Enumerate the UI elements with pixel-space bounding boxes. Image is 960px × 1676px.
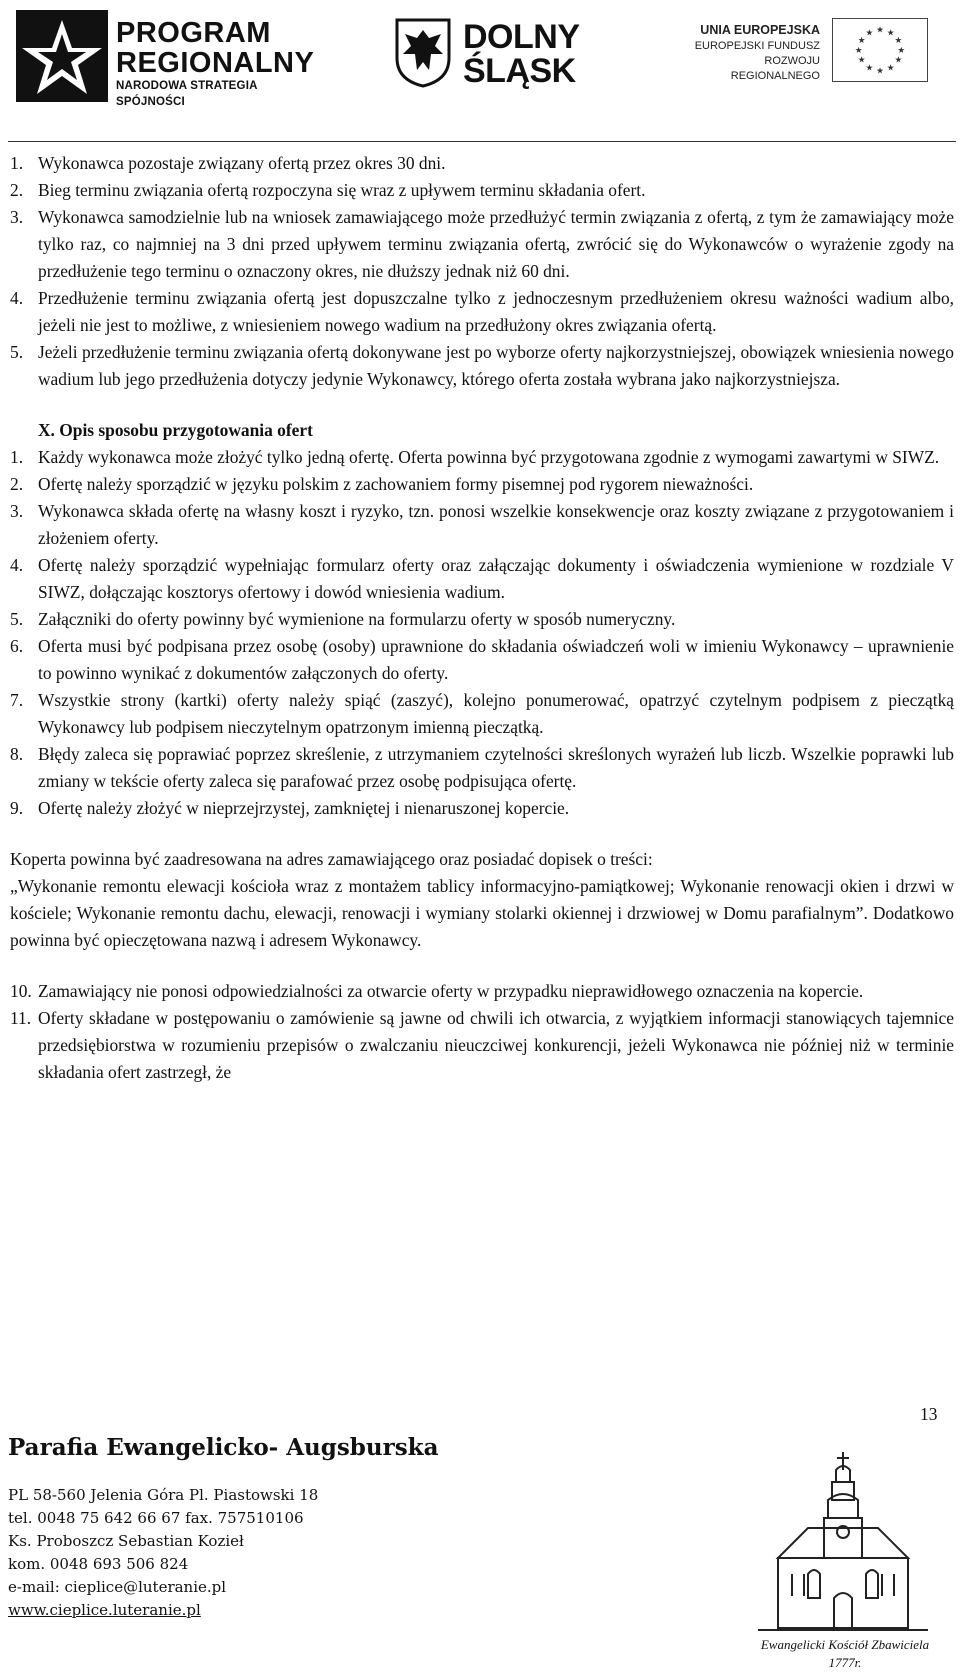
website-link[interactable]: www.cieplice.luteranie.pl bbox=[8, 1601, 201, 1619]
list-item-number: 5. bbox=[10, 609, 24, 629]
list-item bbox=[10, 339, 954, 393]
list-item-text: Jeżeli przedłużenie terminu związania ofertą dokonywane jest po wyborze oferty najkorzystniejszej, obowiązek wniesienia nowego wadium lub jego przedłużenia dotyczy jedynie Wykonawcy, którego oferta została wybrana jako najkorzystniejsza. bbox=[38, 342, 954, 389]
eu-fund-2: ROZWOJU REGIONALNEGO bbox=[730, 55, 820, 82]
eu-fund-1: EUROPEJSKI FUNDUSZ bbox=[694, 40, 820, 52]
list-item bbox=[10, 177, 954, 204]
svg-text:★: ★ bbox=[876, 25, 884, 36]
list-item-number: 4. bbox=[10, 555, 24, 575]
program-regionalny-text bbox=[116, 18, 316, 110]
phone-line: tel. 0048 75 642 66 67 fax. 757510106 bbox=[8, 1509, 304, 1527]
list-item-number: 1. bbox=[10, 447, 24, 467]
header-divider bbox=[8, 141, 956, 142]
list-item-text: Wszystkie strony (kartki) oferty należy spiąć (zaszyć), kolejno ponumerować, opatrzyć czytelnym podpisem z pieczątką Wykonawcy lub podpisem nieczytelnym opatrzonym imienną pieczątką. bbox=[38, 690, 954, 737]
envelope-intro-paragraph: Koperta powinna być zaadresowana na adres zamawiającego oraz posiadać dopisek o treści: bbox=[10, 849, 653, 869]
page-number: 13 bbox=[920, 1404, 938, 1424]
list-item-number: 4. bbox=[10, 288, 24, 308]
list-item-text: Wykonawca składa ofertę na własny koszt i ryzyko, tzn. ponosi wszelkie konsekwencje oraz koszty związane z przygotowaniem i złożeniem oferty. bbox=[38, 501, 954, 548]
document-body bbox=[10, 150, 954, 1086]
program-title-1: PROGRAM bbox=[116, 17, 271, 49]
mobile-line: kom. 0048 693 506 824 bbox=[8, 1555, 189, 1573]
church-illustration-icon bbox=[748, 1448, 938, 1638]
parish-contact bbox=[8, 1484, 318, 1622]
svg-text:★: ★ bbox=[854, 45, 863, 56]
list-item-text: Przedłużenie terminu związania ofertą jest dopuszczalne tylko z jednoczesnym przedłużeniem okresu ważności wadium albo, jeżeli nie jest to możliwe, z wniesieniem nowego wadium na przedłużony okres związania ofertą. bbox=[38, 288, 954, 335]
page-header bbox=[0, 0, 960, 142]
svg-text:★: ★ bbox=[894, 36, 903, 47]
list-item bbox=[10, 795, 954, 822]
eu-text bbox=[690, 22, 820, 84]
offer-binding-list bbox=[10, 150, 954, 393]
church-caption bbox=[740, 1636, 950, 1672]
list-item bbox=[10, 471, 954, 498]
list-item bbox=[10, 687, 954, 741]
list-item-text: Wykonawca pozostaje związany ofertą przez okres 30 dni. bbox=[38, 153, 446, 173]
program-regionalny-star-icon bbox=[16, 10, 108, 102]
list-item-text: Bieg terminu związania ofertą rozpoczyna się wraz z upływem terminu składania ofert. bbox=[38, 180, 646, 200]
list-item-text: Zamawiający nie ponosi odpowiedzialności za otwarcie oferty w przypadku nieprawidłowego oznaczenia na kopercie. bbox=[38, 981, 864, 1001]
email-line: e-mail: cieplice@luteranie.pl bbox=[8, 1578, 227, 1596]
offer-preparation-list bbox=[10, 444, 954, 822]
program-regionalny-logo bbox=[16, 10, 316, 108]
list-item bbox=[10, 150, 954, 177]
eu-flag-icon bbox=[832, 18, 928, 82]
list-item bbox=[10, 444, 954, 471]
svg-text:★: ★ bbox=[894, 55, 903, 66]
list-item-number: 9. bbox=[10, 798, 24, 818]
section-heading: X. Opis sposobu przygotowania ofert bbox=[38, 420, 313, 440]
list-item bbox=[10, 285, 954, 339]
pastor-line: Ks. Proboszcz Sebastian Kozieł bbox=[8, 1532, 244, 1550]
region-name-2: ŚLĄSK bbox=[463, 52, 576, 90]
list-item bbox=[10, 498, 954, 552]
eu-logo bbox=[690, 22, 950, 82]
list-item-text: Oferta musi być podpisana przez osobę (osoby) uprawnione do składania oświadczeń woli w imieniu Wykonawcy – uprawnienie to powinno wynikać z dokumentów załączonych do oferty. bbox=[38, 636, 954, 683]
region-name-1: DOLNY bbox=[463, 18, 580, 56]
program-title-2: REGIONALNY bbox=[116, 47, 315, 79]
list-item-text: Ofertę należy złożyć w nieprzejrzystej, zamkniętej i nienaruszonej kopercie. bbox=[38, 798, 570, 818]
list-item-number: 6. bbox=[10, 636, 24, 656]
offer-continuation-list bbox=[10, 978, 954, 1086]
list-item-text: Błędy zaleca się poprawiać poprzez skreślenie, z utrzymaniem czytelności skreślonych wyrażeń lub liczb. Wszelkie poprawki lub zmiany w tekście oferty zaleca się parafować przez osobę podpisująca ofertę. bbox=[38, 744, 954, 791]
list-item-text: Każdy wykonawca może złożyć tylko jedną ofertę. Oferta powinna być przygotowana zgodnie z wymogami zawartymi w SIWZ. bbox=[38, 447, 940, 467]
list-item-text: Oferty składane w postępowaniu o zamówienie są jawne od chwili ich otwarcia, z wyjątkiem informacji stanowiących tajemnice przedsiębiorstwa w rozumieniu przepisów o zwalczaniu nieuczciwej konkurencji, jeżeli Wykonawca nie później niż w terminie składania ofert zastrzegł, że bbox=[38, 1008, 954, 1082]
svg-text:★: ★ bbox=[865, 28, 874, 39]
page-footer bbox=[8, 1428, 952, 1676]
list-item-number: 3. bbox=[10, 207, 24, 227]
list-item-number: 10. bbox=[10, 981, 32, 1001]
svg-text:★: ★ bbox=[876, 66, 884, 77]
list-item-text: Ofertę należy sporządzić w języku polskim z zachowaniem formy pisemnej pod rygorem nieważności. bbox=[38, 474, 754, 494]
svg-text:★: ★ bbox=[897, 45, 906, 56]
program-subtitle: NARODOWA STRATEGIA SPÓJNOŚCI bbox=[116, 80, 258, 108]
church-caption-name: Ewangelicki Kościół Zbawiciela bbox=[760, 1637, 930, 1652]
list-item-number: 3. bbox=[10, 501, 24, 521]
church-caption-year: 1777r. bbox=[828, 1655, 862, 1670]
list-item-number: 5. bbox=[10, 342, 24, 362]
svg-text:★: ★ bbox=[857, 36, 866, 47]
list-item-number: 7. bbox=[10, 690, 24, 710]
eagle-shield-icon bbox=[395, 18, 451, 88]
list-item-number: 2. bbox=[10, 474, 24, 494]
list-item-text: Ofertę należy sporządzić wypełniając formularz oferty oraz załączając dokumenty i oświadczenia wymienione w rozdziale V SIWZ, dołączając kosztorys ofertowy i dowód wniesienia wadium. bbox=[38, 555, 954, 602]
list-item-number: 8. bbox=[10, 744, 24, 764]
dolny-slask-text bbox=[463, 20, 580, 88]
list-item bbox=[10, 633, 954, 687]
list-item bbox=[10, 1005, 954, 1086]
envelope-label-paragraph: „Wykonanie remontu elewacji kościoła wraz z montażem tablicy informacyjno-pamiątkowej; Wykonanie renowacji okien i drzwi w kościele; Wykonanie remontu dachu, elewacji, renowacji i wymiany stolarki okiennej i drzwiowej w Domu parafialnym”. Dodatkowo powinna być opieczętowana nazwą i adresem Wykonawcy. bbox=[10, 876, 954, 950]
list-item bbox=[10, 606, 954, 633]
list-item bbox=[10, 204, 954, 285]
svg-text:★: ★ bbox=[886, 28, 895, 39]
svg-text:★: ★ bbox=[865, 63, 874, 74]
list-item bbox=[10, 552, 954, 606]
list-item bbox=[10, 978, 954, 1005]
list-item bbox=[10, 741, 954, 795]
svg-text:★: ★ bbox=[886, 63, 895, 74]
svg-text:★: ★ bbox=[857, 55, 866, 66]
list-item-text: Wykonawca samodzielnie lub na wniosek zamawiającego może przedłużyć termin związania z ofertą, z tym że zamawiający może tylko raz, co najmniej na 3 dni przed upływem terminu związania ofertą, zwrócić się do Wykonawców o wyrażenie zgody na przedłużenie tego terminu o oznaczony okres, nie dłuższy jednak niż 60 dni. bbox=[38, 207, 954, 281]
list-item-text: Załączniki do oferty powinny być wymienione na formularzu oferty w sposób numeryczny. bbox=[38, 609, 676, 629]
address-line: PL 58-560 Jelenia Góra Pl. Piastowski 18 bbox=[8, 1486, 319, 1504]
dolny-slask-logo bbox=[395, 12, 595, 98]
eu-title: UNIA EUROPEJSKA bbox=[700, 23, 820, 37]
parish-name: Parafia Ewangelicko- Augsburska bbox=[8, 1434, 439, 1461]
list-item-number: 1. bbox=[10, 153, 24, 173]
list-item-number: 11. bbox=[10, 1008, 32, 1028]
list-item-number: 2. bbox=[10, 180, 24, 200]
